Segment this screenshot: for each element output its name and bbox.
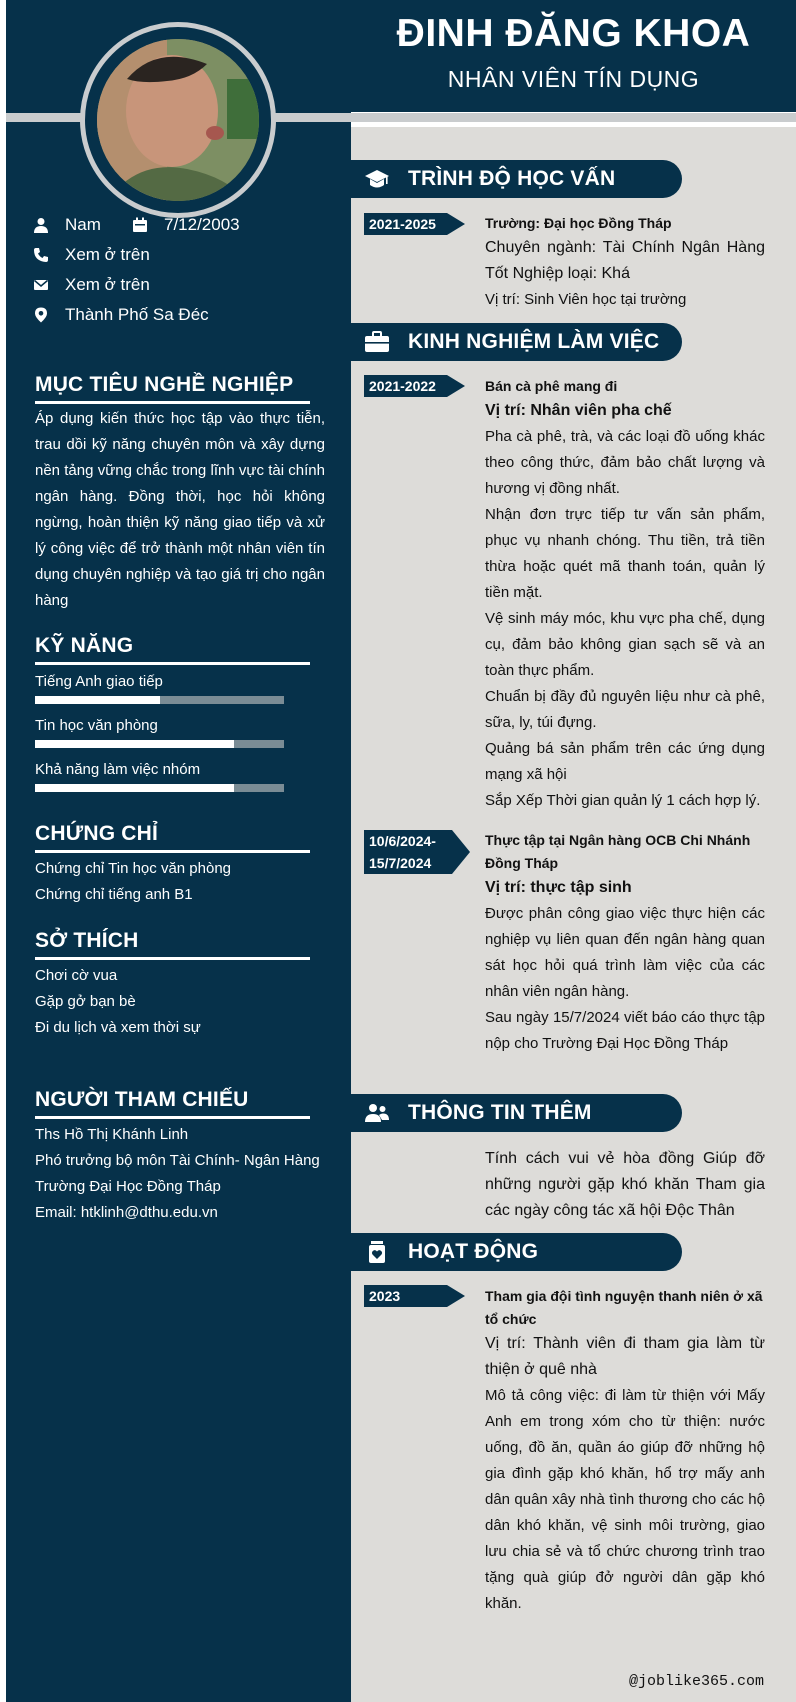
extra-text: Tính cách vui vẻ hòa đồng Giúp đỡ những người gặp khó khăn Tham gia các ngày công tác xã hội Độc Thân: [485, 1150, 765, 1219]
references-list: [35, 1122, 335, 1226]
extra-heading: THÔNG TIN THÊM: [408, 1101, 592, 1124]
phone-row: [33, 245, 150, 265]
phone-icon: [33, 247, 49, 263]
address-value: Thành Phố Sa Đéc: [65, 305, 209, 324]
certificate-item: Chứng chỉ Tin học văn phòng: [35, 860, 232, 877]
reference-item: Email: htklinh@dthu.edu.vn: [35, 1204, 218, 1221]
job-position: Vị trí: Nhân viên pha chế: [485, 402, 672, 419]
hobby-item: Đi du lịch và xem thời sự: [35, 1019, 201, 1036]
hobby-item: Chơi cờ vua: [35, 967, 118, 984]
activity-entry: [485, 1285, 765, 1617]
certificates-list: [35, 856, 335, 908]
skill-item: [35, 672, 285, 704]
activities-heading: HOẠT ĐỘNG: [408, 1240, 539, 1263]
education-heading: TRÌNH ĐỘ HỌC VẤN: [408, 167, 616, 190]
job-org: Bán cà phê mang đi: [485, 378, 618, 394]
avatar-frame: [80, 22, 276, 218]
experience-heading-bar: [351, 323, 682, 361]
education-heading-bar: [351, 160, 682, 198]
certificate-item: Chứng chỉ tiếng anh B1: [35, 886, 193, 903]
job-detail: Chuẩn bị đầy đủ nguyên liệu như cà phê, sữa, ly, túi đựng.: [485, 688, 765, 731]
briefcase-icon: [364, 329, 390, 355]
education-date-tag: 2021-2025: [364, 213, 447, 235]
skill-bar-track: [35, 784, 284, 792]
calendar-icon: [132, 217, 148, 233]
job-detail: Được phân công giao việc thực hiện các nghiệp vụ liên quan đến ngân hàng quan sát học hỏi quá trình làm việc của các nhân viên ngân hàng.: [485, 905, 765, 1000]
objective-text: Áp dụng kiến thức học tập vào thực tiễn, trau dồi kỹ năng chuyên môn và xây dựng nền tảng vững chắc trong lĩnh vực tài chính ngân hàng. Đồng thời, học hỏi không ngừng, hoàn thiện kỹ năng giao tiếp và xử lý công việc để trở thành một nhân viên tín dụng chuyên nghiệp và tạo giá trị cho ngân hàng: [35, 410, 325, 609]
activity-detail: Mô tả công việc: đi làm từ thiện với Mấy Anh em trong xóm cho từ thiện: nước uống, đồ ăn, quần áo giúp đỡ những hộ gia đình gặp khó khăn, hổ trợ mấy anh dân quân xây nhà tình thương cho các hộ dân khó khăn, vệ sinh môi trường, giao lưu chia sẻ và tổ chức chương trình trao tặng quà giúp đở người dân gặp khó khăn.: [485, 1387, 765, 1612]
job-entry: [485, 829, 765, 1057]
avatar-photo: [97, 39, 259, 201]
users-icon: [364, 1100, 390, 1126]
skill-bar-track: [35, 740, 284, 748]
watermark: @joblike365.com: [628, 1673, 764, 1690]
job-entry: [485, 375, 765, 814]
graduation-cap-icon: [364, 166, 390, 192]
avatar-silhouette: [97, 39, 259, 201]
skill-name: Tin học văn phòng: [35, 717, 158, 734]
gender-value: Nam: [65, 215, 101, 234]
hobbies-heading: SỞ THÍCH: [35, 929, 310, 960]
activities-heading-bar: [351, 1233, 682, 1271]
job-org: Thực tập tại Ngân hàng OCB Chi Nhánh Đồng Tháp: [485, 832, 751, 871]
candidate-name: ĐINH ĐĂNG KHOA: [396, 12, 751, 55]
job-detail: Nhận đơn trực tiếp tư vấn sản phẩm, phục vụ nhanh chóng. Thu tiền, trả tiền thừa hoặc quét mã thanh toán, quản lý tiền mặt.: [485, 506, 765, 601]
skill-bar-fill: [35, 740, 234, 748]
skill-name: Khả năng làm việc nhóm: [35, 761, 201, 778]
job-date-start: 10/6/2024-: [369, 833, 436, 849]
certificates-heading: CHỨNG CHỈ: [35, 822, 310, 853]
user-icon: [33, 217, 49, 233]
skill-name: Tiếng Anh giao tiếp: [35, 673, 163, 690]
job-detail: Sau ngày 15/7/2024 viết báo cáo thực tập nộp cho Trường Đại Học Đồng Tháp: [485, 1009, 765, 1052]
envelope-icon: [33, 277, 49, 293]
education-major: Chuyên ngành: Tài Chính Ngân Hàng Tốt Nghiệp loại: Khá: [485, 239, 765, 282]
job-detail: Quảng bá sản phẩm trên các ứng dụng mạng xã hội: [485, 740, 765, 783]
activity-date-tag: 2023: [364, 1285, 447, 1307]
job-position: Vị trí: thực tập sinh: [485, 879, 632, 896]
objective-heading: MỤC TIÊU NGHỀ NGHIỆP: [35, 373, 310, 404]
reference-item: Trường Đại Học Đồng Tháp: [35, 1178, 221, 1195]
skill-bar-fill: [35, 784, 234, 792]
references-heading: NGƯỜI THAM CHIẾU: [35, 1088, 310, 1119]
extra-heading-bar: [351, 1094, 682, 1132]
gender-row: [33, 215, 101, 235]
job-date-tag: [364, 830, 452, 874]
email-row: [33, 275, 150, 295]
skill-bar-fill: [35, 696, 160, 704]
skill-item: [35, 716, 285, 748]
job-detail: Vệ sinh máy móc, khu vực pha chế, dụng cụ, đảm bảo không gian sạch sẽ và an toàn thực phẩm.: [485, 610, 765, 679]
job-date-tag: 2021-2022: [364, 375, 447, 397]
skill-bar-track: [35, 696, 284, 704]
email-value: Xem ở trên: [65, 275, 150, 294]
extra-entry: [485, 1146, 765, 1224]
job-detail: Pha cà phê, trà, và các loại đồ uống khác theo công thức, đảm bảo chất lượng và hương vị đồng nhất.: [485, 428, 765, 497]
experience-heading: KINH NGHIỆM LÀM VIỆC: [408, 330, 660, 353]
address-row: [33, 305, 209, 325]
education-entry: [485, 212, 765, 313]
map-pin-icon: [33, 307, 49, 323]
hobbies-list: [35, 963, 335, 1041]
skills-heading: KỸ NĂNG: [35, 634, 310, 665]
education-position: Vị trí: Sinh Viên học tại trường: [485, 291, 687, 308]
job-title: NHÂN VIÊN TÍN DỤNG: [447, 66, 700, 92]
heart-jar-icon: [364, 1239, 390, 1265]
hobby-item: Gặp gở bạn bè: [35, 993, 136, 1010]
dob-value: 7/12/2003: [164, 215, 240, 234]
job-detail: Sắp Xếp Thời gian quản lý 1 cách hợp lý.: [485, 792, 761, 809]
activity-position: Vị trí: Thành viên đi tham gia làm từ thiện ở quê nhà: [485, 1335, 765, 1378]
education-school: Trường: Đại học Đồng Tháp: [485, 215, 672, 231]
job-date-end: 15/7/2024: [369, 855, 432, 871]
activity-org: Tham gia đội tình nguyện thanh niên ở xã tổ chức: [485, 1288, 763, 1327]
reference-item: Phó trưởng bộ môn Tài Chính- Ngân Hàng: [35, 1152, 320, 1169]
dob-row: [132, 215, 240, 235]
skill-item: [35, 760, 285, 792]
reference-item: Ths Hồ Thị Khánh Linh: [35, 1126, 189, 1143]
phone-value: Xem ở trên: [65, 245, 150, 264]
